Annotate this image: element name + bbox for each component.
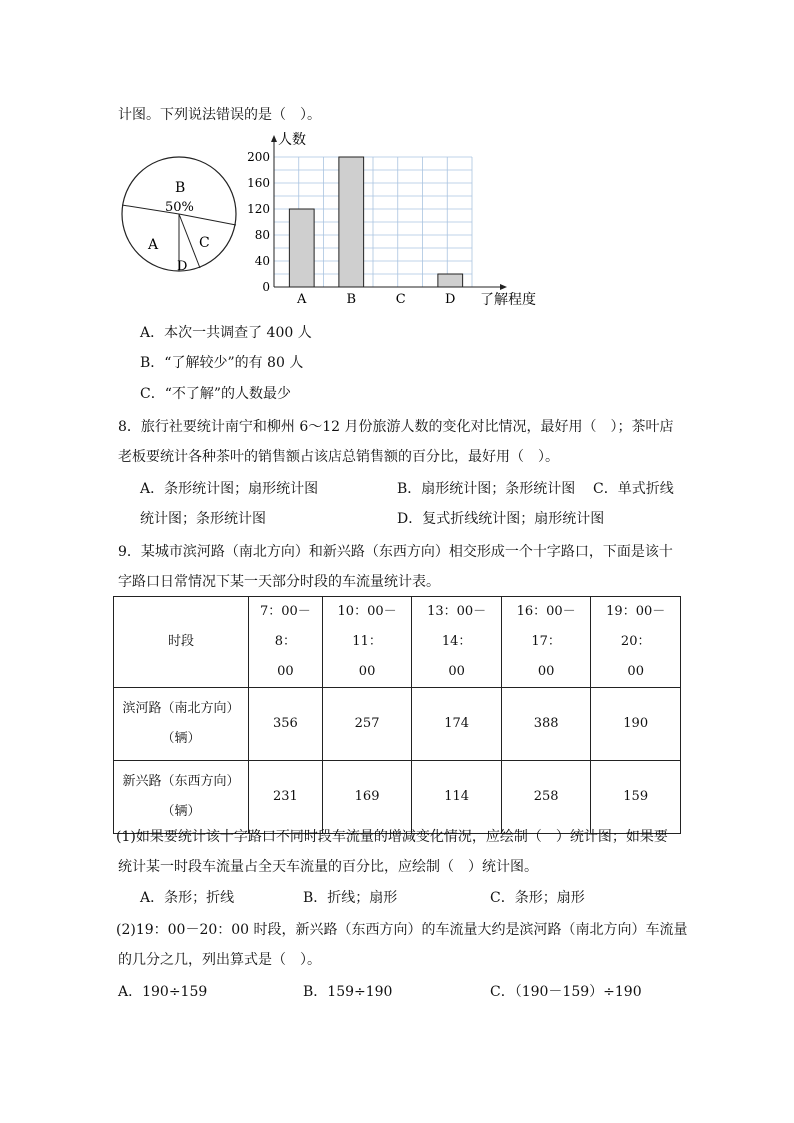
q8-option-b: B．扇形统计图；条形统计图 bbox=[397, 481, 576, 497]
table-cell: 356 bbox=[249, 688, 323, 761]
table-row bbox=[114, 761, 681, 834]
q9-sub2-option-a: A．190÷159 bbox=[118, 984, 208, 1000]
table-header-period: 13：00－14： 00 bbox=[412, 597, 502, 688]
bar-B bbox=[339, 157, 364, 287]
chart-x-ticks bbox=[296, 292, 455, 307]
q9-sub2-option-c: C．（190－159）÷190 bbox=[490, 984, 642, 1000]
q9-sub1-option-c: C．条形；扇形 bbox=[490, 890, 585, 906]
q8-option-d: D．复式折线统计图；扇形统计图 bbox=[397, 511, 605, 527]
table-header-period: 16：00－17： 00 bbox=[501, 597, 591, 688]
q9-sub1-option-b: B．折线；扇形 bbox=[303, 890, 398, 906]
q8-option-c: C．单式折线 bbox=[593, 481, 674, 497]
y-tick-label: 80 bbox=[254, 228, 270, 242]
table-cell: 190 bbox=[591, 688, 681, 761]
y-tick-label: 200 bbox=[247, 150, 270, 164]
q9-sub2-line-2: 的几分之几，列出算式是（ ）。 bbox=[118, 952, 321, 968]
table-cell: 388 bbox=[501, 688, 591, 761]
traffic-table bbox=[113, 596, 681, 834]
table-cell: 257 bbox=[322, 688, 412, 761]
y-tick-label: 40 bbox=[254, 254, 270, 268]
x-tick-label: B bbox=[346, 292, 357, 307]
table-header-label: 时段 bbox=[114, 597, 249, 688]
table-cell: 114 bbox=[412, 761, 502, 834]
q8-option-c-cont: 统计图；条形统计图 bbox=[140, 511, 266, 527]
q7-option-b: B．“了解较少”的有 80 人 bbox=[140, 355, 304, 371]
q8-option-a: A．条形统计图；扇形统计图 bbox=[140, 481, 319, 497]
table-cell: 169 bbox=[322, 761, 412, 834]
table-header-row bbox=[114, 597, 681, 688]
q9-line-2: 字路口日常情况下某一天部分时段的车流量统计表。 bbox=[118, 574, 440, 590]
q9-line-1: 9．某城市滨河路（南北方向）和新兴路（东西方向）相交形成一个十字路口，下面是该十 bbox=[118, 544, 673, 560]
y-axis-arrow bbox=[271, 135, 277, 142]
pie-label-c: C bbox=[199, 235, 210, 251]
table-cell: 231 bbox=[249, 761, 323, 834]
q7-option-a: A．本次一共调查了 400 人 bbox=[140, 325, 312, 341]
q9-sub1-line-2: 统计某一时段车流量占全天车流量的百分比，应绘制（ ）统计图。 bbox=[118, 859, 538, 875]
pie-label-a: A bbox=[148, 237, 159, 253]
table-header-period: 7：00－8： 00 bbox=[249, 597, 323, 688]
table-cell: 174 bbox=[412, 688, 502, 761]
table-cell: 258 bbox=[501, 761, 591, 834]
q9-sub2-line-1: (2)19：00－20：00 时段，新兴路（东西方向）的车流量大约是滨河路（南北方向）车流量 bbox=[116, 922, 688, 938]
chart-y-ticks bbox=[247, 150, 270, 294]
table-row bbox=[114, 688, 681, 761]
table-header-period: 19：00－20： 00 bbox=[591, 597, 681, 688]
q7-intro: 计图。下列说法错误的是（ ）。 bbox=[118, 107, 321, 123]
table-header-period: 10：00－11： 00 bbox=[322, 597, 412, 688]
q8-line-2: 老板要统计各种茶叶的销售额占该店总销售额的百分比，最好用（ ）。 bbox=[118, 449, 559, 465]
pie-label-b-percent: 50% bbox=[165, 200, 194, 215]
table-row-label: 新兴路（东西方向） （辆） bbox=[114, 761, 249, 834]
q8-line-1: 8．旅行社要统计南宁和柳州 6～12 月份旅游人数的变化对比情况，最好用（ ）；茶叶店 bbox=[118, 419, 674, 435]
y-tick-label: 160 bbox=[247, 176, 270, 190]
q9-sub2-option-b: B．159÷190 bbox=[303, 984, 393, 1000]
x-axis-label: 了解程度 bbox=[480, 292, 536, 308]
pie-chart bbox=[118, 150, 242, 278]
x-tick-label: C bbox=[395, 292, 406, 307]
q9-sub1-option-a: A．条形；折线 bbox=[140, 890, 235, 906]
pie-label-b: B bbox=[175, 180, 186, 196]
bar-chart bbox=[244, 128, 544, 310]
q9-sub1-line-1: (1)如果要统计该十字路口不同时段车流量的增减变化情况，应绘制（ ）统计图；如果要 bbox=[116, 829, 668, 845]
table-cell: 159 bbox=[591, 761, 681, 834]
bar-A bbox=[289, 209, 314, 287]
q7-option-c: C．“不了解”的人数最少 bbox=[140, 386, 292, 402]
y-tick-label: 0 bbox=[262, 280, 270, 294]
y-tick-label: 120 bbox=[247, 202, 270, 216]
x-tick-label: D bbox=[445, 292, 456, 307]
x-tick-label: A bbox=[297, 292, 307, 307]
bar-D bbox=[438, 274, 463, 287]
pie-label-d: D bbox=[177, 259, 188, 274]
table-row-label: 滨河路（南北方向） （辆） bbox=[114, 688, 249, 761]
y-axis-label: 人数 bbox=[278, 132, 306, 148]
x-axis-arrow bbox=[500, 284, 507, 290]
